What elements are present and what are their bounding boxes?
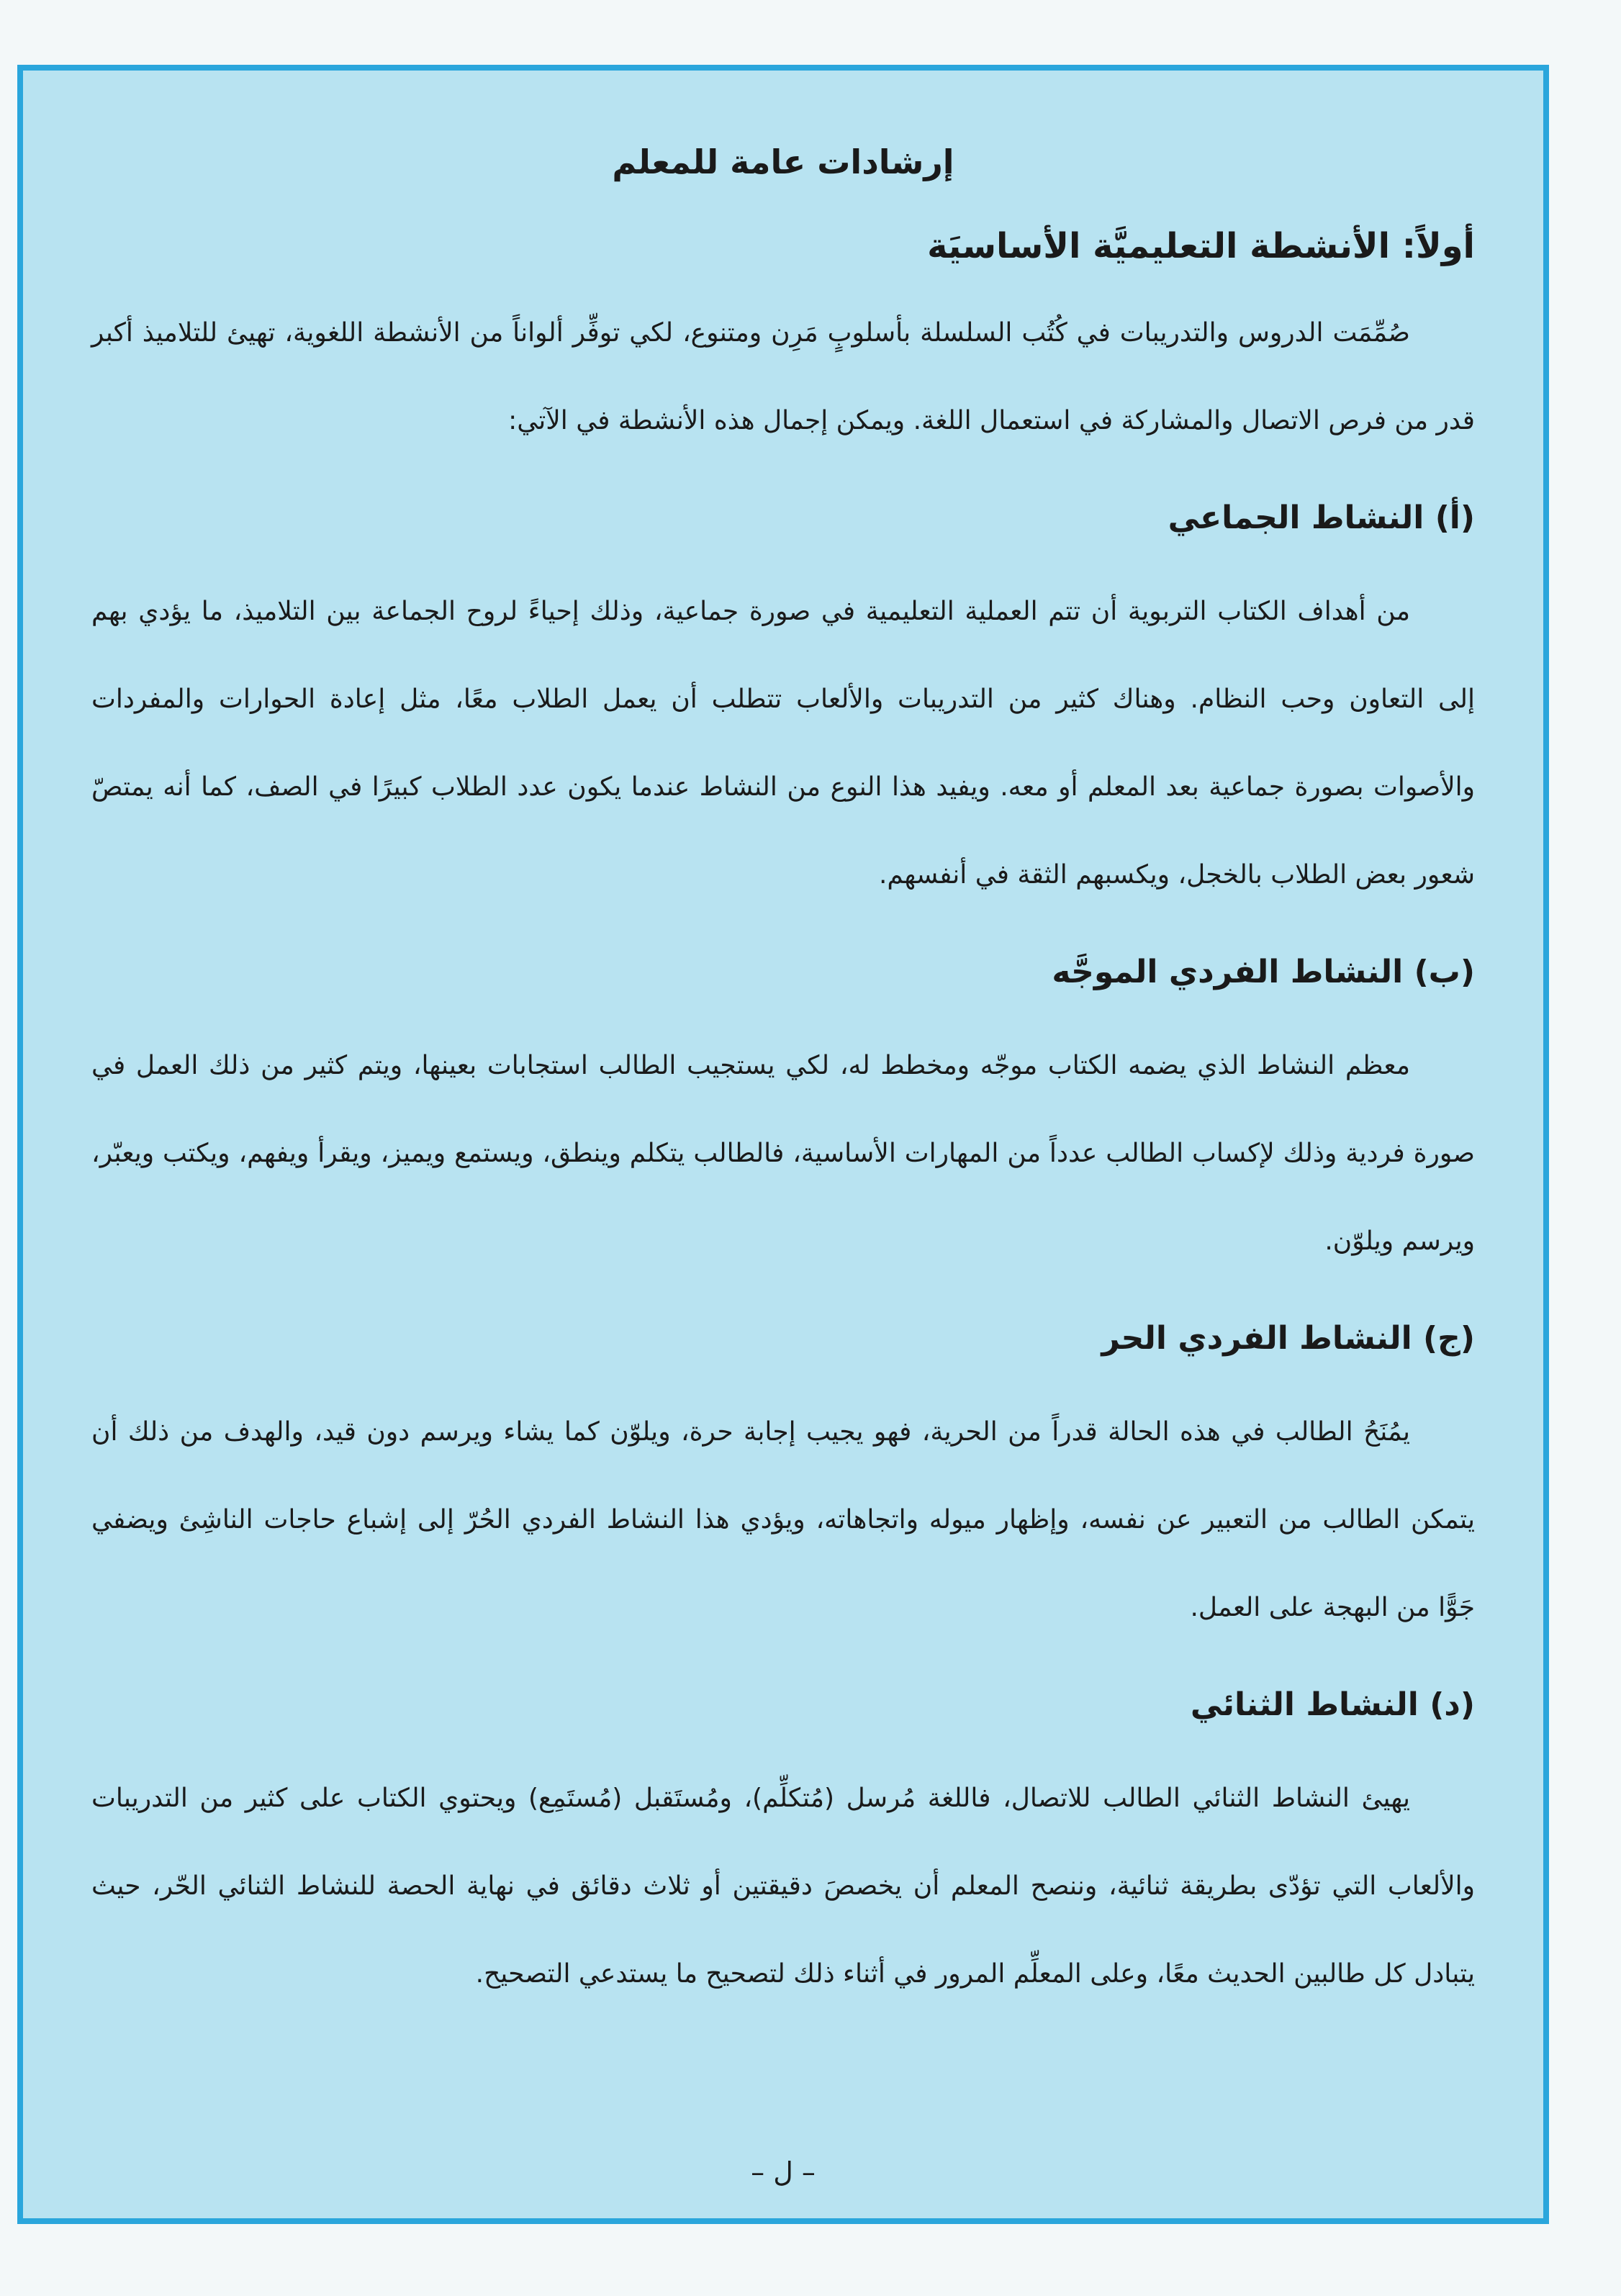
instructions-panel bbox=[17, 65, 1549, 2224]
panel-content bbox=[91, 143, 1475, 2018]
page-number: – ل – bbox=[751, 2156, 816, 2188]
activity-heading-group: (أ) النشاط الجماعي bbox=[1168, 500, 1475, 536]
activity-paragraph-group: من أهداف الكتاب التربوية أن تتم العملية التعليمية في صورة جماعية، وذلك إحياءً لروح الجماعة بين التلاميذ، ما يؤدي بهم إلى التعاون وحب النظام. وهناك كثير من التدريبات والألعاب تتطلب أن يعمل الطلاب معًا، مثل إعادة الحوارات والمفردات والأصوات بصورة جماعية بعد المعلم أو معه. ويفيد هذا النوع من النشاط عندما يكون عدد الطلاب كبيرًا في الصف، كما أنه يمتصّ شعور بعض الطلاب بالخجل، ويكسبهم الثقة في أنفسهم. bbox=[91, 597, 1475, 890]
section-heading: أولاً: الأنشطة التعليميَّة الأساسيَة bbox=[927, 226, 1475, 266]
activity-heading-guided-individual: (ب) النشاط الفردي الموجَّه bbox=[1052, 954, 1475, 990]
activity-heading-pair: (د) النشاط الثنائي bbox=[1190, 1686, 1475, 1723]
activity-heading-free-individual: (ج) النشاط الفردي الحر bbox=[1101, 1320, 1475, 1357]
intro-paragraph: صُمِّمَت الدروس والتدريبات في كُتُب السلسلة بأسلوبٍ مَرِن ومتنوع، لكي توفِّر ألواناً من الأنشطة اللغوية، تهيئ للتلاميذ أكبر قدر من فرص الاتصال والمشاركة في استعمال اللغة. ويمكن إجمال هذه الأنشطة في الآتي: bbox=[91, 318, 1475, 435]
page-title: إرشادات عامة للمعلم bbox=[612, 143, 954, 181]
activity-paragraph-free-individual: يمُنَحُ الطالب في هذه الحالة قدراً من الحرية، فهو يجيب إجابة حرة، ويلوّن كما يشاء ويرسم دون قيد، والهدف من ذلك أن يتمكن الطالب من التعبير عن نفسه، وإظهار ميوله واتجاهاته، ويؤدي هذا النشاط الفردي الحُرّ إلى إشباع حاجات الناشِئ ويضفي جَوًّا من البهجة على العمل. bbox=[91, 1417, 1475, 1622]
activity-paragraph-pair: يهيئ النشاط الثنائي الطالب للاتصال، فاللغة مُرسل (مُتكلِّم)، ومُستَقبل (مُستَمِع) ويحتوي الكتاب على كثير من التدريبات والألعاب التي تؤدّى بطريقة ثنائية، وننصح المعلم أن يخصصَ دقيقتين أو ثلاث دقائق في نهاية الحصة للنشاط الثنائي الحّر، حيث يتبادل كل طالبين الحديث معًا، وعلى المعلِّم المرور في أثناء ذلك لتصحيح ما يستدعي التصحيح. bbox=[91, 1784, 1475, 1989]
activity-paragraph-guided-individual: معظم النشاط الذي يضمه الكتاب موجّه ومخطط له، لكي يستجيب الطالب استجابات بعينها، ويتم كثير من ذلك العمل في صورة فردية وذلك لإكساب الطالب عدداً من المهارات الأساسية، فالطالب يتكلم وينطق، ويستمع ويميز، ويقرأ ويفهم، ويكتب ويعبّر، ويرسم ويلوّن. bbox=[91, 1051, 1475, 1256]
